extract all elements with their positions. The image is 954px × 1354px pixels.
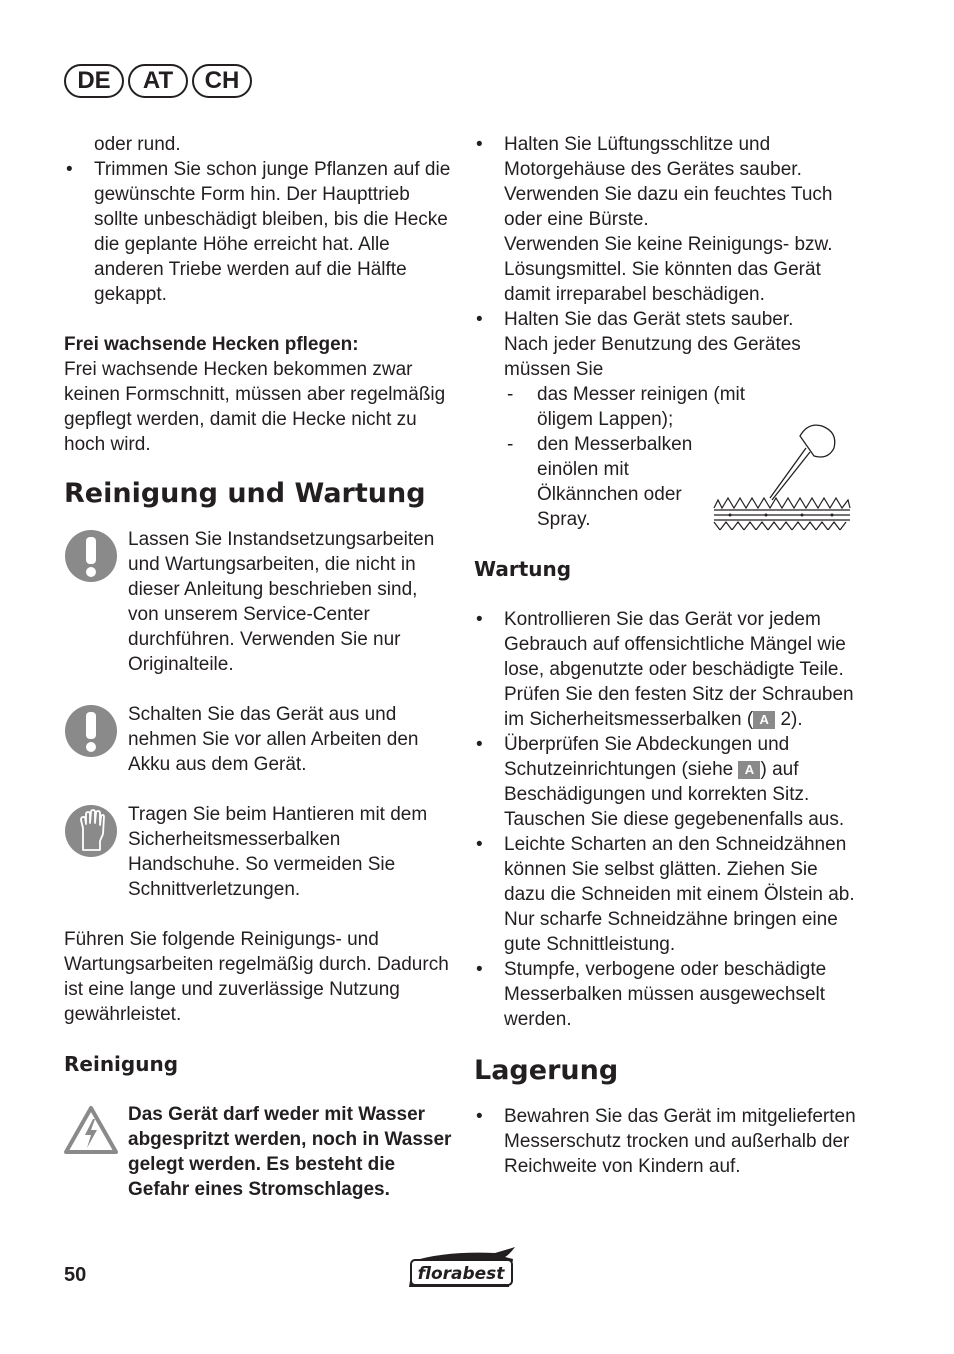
badge-ch: CH [192,64,252,98]
clean-note: Nach jeder Benutzung des Gerätes müssen Sie [504,334,801,380]
bullet-trim: • Trimmen Sie schon junge Pflanzen auf die gewünschte Form hin. Der Haupttrieb sollte unbeschädigt bleiben, bis die Hecke die geplante Höhe erreicht hat. Alle anderen Triebe werden auf die Hälfte gekappt. [64,157,452,307]
exclamation-icon [64,529,118,583]
bullet-inspect: • Kontrollieren Sie das Gerät vor jedem Gebrauch auf offensichtliche Mängel wie lose, abgenutzte oder beschädigte Teile. Prüfen Sie den festen Sitz der Schrauben im Sicherheitsmesserbalken ( A 2). [474,607,864,732]
figure-ref-a: A [738,761,760,779]
maintenance-intro: Führen Sie folgende Reinigungs- und Wartungsarbeiten regelmäßig durch. Dadurch ist eine lange und zuverlässige Nutzung gewährleistet. [64,929,449,1025]
electric-warning-icon [64,1104,118,1158]
dash-item-oil: - den Messerbalken einölen mit Ölkännchen oder Spray. [507,434,693,530]
dash-item-wipe: - das Messer reinigen (mit öligem Lappen); [507,384,746,430]
bullet-vent: • Halten Sie Lüftungsschlitze und Motorgehäuse des Gerätes sauber. Verwenden Sie dazu ein feuchtes Tuch oder eine Bürste. [474,132,864,232]
bullet-replace: • Stumpfe, verbogene oder beschädigte Messerbalken müssen ausgewechselt werden. [474,957,864,1032]
free-text: Frei wachsende Hecken bekommen zwar keinen Formschnitt, müssen aber regelmäßig gepflegt werden, damit die Hecke nicht zu hoch wird. [64,359,446,455]
notice-battery [64,702,452,777]
bullet-covers: • Überprüfen Sie Abdeckungen und Schutzeinrichtungen (siehe A ) auf Beschädigungen und korrekten Sitz. Tauschen Sie diese gegebenenfalls aus. [474,732,864,832]
notice-service [64,527,452,677]
page-number: 50 [64,1264,87,1286]
glove-icon [64,804,118,858]
country-badges [64,64,252,98]
bullet-storage: • Bewahren Sie das Gerät im mitgelieferten Messerschutz trocken und außerhalb der Reichweite von Kindern auf. [474,1104,864,1179]
bullet-sharpen: • Leichte Scharten an den Schneidzähnen können Sie selbst glätten. Ziehen Sie dazu die Schneiden mit einem Ölstein ab. Nur scharfe Schneidzähne bringen eine gute Schnittleistung. [474,832,864,957]
storage-heading: Lagerung [474,1055,619,1086]
free-heading: Frei wachsende Hecken pflegen: [64,334,359,355]
intro-text: oder rund. [94,134,181,155]
figure-ref-a: A [753,711,775,729]
section-title-cleaning-maintenance: Reinigung und Wartung [64,478,426,509]
notice-battery-text: Schalten Sie das Gerät aus und nehmen Sie vor allen Arbeiten den Akku aus dem Gerät. [128,704,419,775]
bullet-clean: • Halten Sie das Gerät stets sauber. [474,307,864,332]
oil-can-illustration [710,418,854,530]
exclamation-icon [64,704,118,758]
badge-de: DE [64,64,124,98]
svg-text:florabest: florabest [417,1264,505,1284]
left-column [64,132,452,1202]
vent-note: Verwenden Sie keine Reinigungs- bzw. Lösungsmittel. Sie könnten das Gerät damit irreparabel beschädigen. [504,234,833,305]
cleaning-heading: Reinigung [64,1052,179,1076]
badge-at: AT [128,64,188,98]
warning-electric-shock [64,1102,452,1202]
warning-text: Das Gerät darf weder mit Wasser abgespritzt werden, noch in Wasser gelegt werden. Es besteht die Gefahr eines Stromschlages. [128,1104,452,1200]
notice-gloves-text: Tragen Sie beim Hantieren mit dem Sicherheitsmesserbalken Handschuhe. So vermeiden Sie Schnittverletzungen. [128,804,428,900]
notice-service-text: Lassen Sie Instandsetzungsarbeiten und Wartungsarbeiten, die nicht in dieser Anleitung beschrieben sind, von unserem Service-Center durchführen. Verwenden Sie nur Originalteile. [128,529,435,675]
notice-gloves [64,802,452,902]
maintenance-heading: Wartung [474,557,572,581]
florabest-logo [405,1247,519,1289]
right-column [474,132,864,1179]
